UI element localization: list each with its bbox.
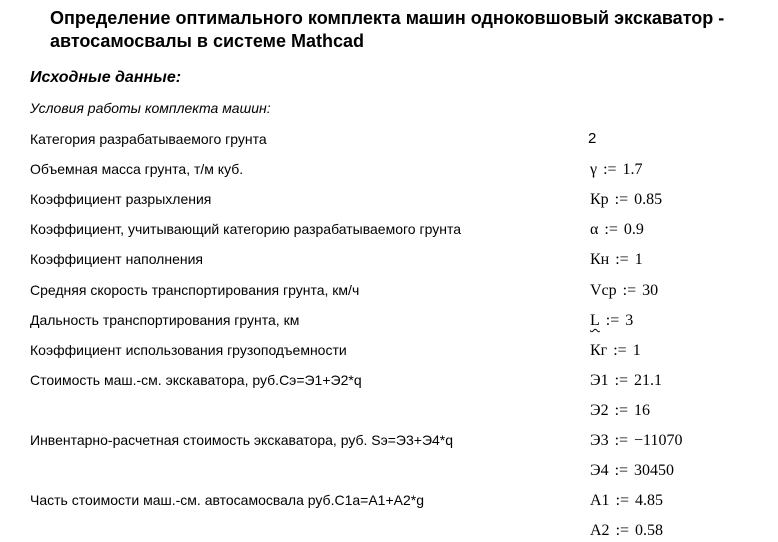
var-a2: А2 bbox=[590, 522, 610, 539]
value-e3: −11070 bbox=[634, 432, 683, 449]
assign-operator: := bbox=[604, 221, 618, 238]
value-alpha: 0.9 bbox=[623, 221, 644, 238]
expr-e4[interactable] bbox=[590, 461, 674, 481]
label-loosening-coefficient: Коэффициент разрыхления bbox=[30, 191, 212, 207]
var-kn: Кн bbox=[590, 251, 610, 268]
var-e2: Э2 bbox=[590, 402, 609, 419]
label-soil-category: Категория разрабатываемого грунта bbox=[30, 131, 267, 147]
var-e1: Э1 bbox=[590, 372, 609, 389]
value-gamma: 1.7 bbox=[622, 161, 643, 178]
value-e4: 30450 bbox=[634, 462, 675, 479]
label-transport-speed: Средняя скорость транспортирования грунта, км/ч bbox=[30, 282, 360, 298]
var-gamma: γ bbox=[590, 161, 598, 178]
page-title: Определение оптимального комплекта машин одноковшовый экскаватор - автосамосвалы в системе Mathcad bbox=[50, 8, 725, 51]
expr-soil-density[interactable] bbox=[590, 160, 643, 180]
var-kg: Кг bbox=[590, 342, 608, 359]
value-kg: 1 bbox=[632, 342, 641, 359]
assign-operator: := bbox=[622, 282, 637, 299]
expr-e1[interactable] bbox=[590, 371, 662, 391]
value-kr: 0.85 bbox=[634, 191, 663, 208]
value-e1: 21.1 bbox=[634, 372, 663, 389]
expr-a1[interactable] bbox=[590, 491, 663, 511]
var-a1: А1 bbox=[590, 492, 610, 509]
label-fill-coefficient: Коэффициент наполнения bbox=[30, 251, 203, 267]
expr-loosening-coefficient[interactable] bbox=[590, 190, 662, 210]
assign-operator: := bbox=[614, 432, 629, 449]
var-vcp: Vср bbox=[590, 282, 617, 299]
expr-e3[interactable] bbox=[590, 431, 682, 451]
value-a2: 0.58 bbox=[635, 522, 664, 539]
expr-category-coefficient[interactable] bbox=[590, 220, 644, 240]
section-subheading: Условия работы комплекта машин: bbox=[30, 100, 271, 116]
value-l: 3 bbox=[625, 312, 634, 329]
expr-a2[interactable] bbox=[590, 521, 663, 541]
expr-capacity-coefficient[interactable] bbox=[590, 341, 641, 361]
expr-fill-coefficient[interactable] bbox=[590, 250, 643, 270]
label-transport-distance: Дальность транспортирования грунта, км bbox=[30, 312, 300, 328]
var-e3: Э3 bbox=[590, 432, 609, 449]
section-heading: Исходные данные: bbox=[30, 69, 182, 86]
label-excavator-shift-cost: Стоимость маш.-см. экскаватора, руб.Сэ=Э1+Э2*q bbox=[30, 372, 362, 388]
assign-operator: := bbox=[614, 372, 629, 389]
expr-transport-distance[interactable] bbox=[590, 311, 633, 331]
value-vcp: 30 bbox=[642, 282, 659, 299]
assign-operator: := bbox=[615, 522, 630, 539]
label-excavator-inventory-cost: Инвентарно-расчетная стоимость экскаватора, руб. Sэ=Э3+Э4*q bbox=[30, 432, 454, 448]
assign-operator: := bbox=[614, 402, 629, 419]
assign-operator: := bbox=[613, 342, 627, 359]
assign-operator: := bbox=[615, 251, 629, 268]
expr-transport-speed[interactable] bbox=[590, 281, 658, 301]
var-e4: Э4 bbox=[590, 462, 609, 479]
var-alpha: α bbox=[590, 221, 599, 238]
assign-operator: := bbox=[614, 462, 629, 479]
value-a1: 4.85 bbox=[635, 492, 664, 509]
assign-operator: := bbox=[605, 312, 620, 329]
assign-operator: := bbox=[603, 161, 617, 178]
var-kr: Кр bbox=[590, 191, 609, 208]
label-category-coefficient: Коэффициент, учитывающий категорию разрабатываемого грунта bbox=[30, 221, 461, 237]
value-kn: 1 bbox=[634, 251, 643, 268]
label-truck-shift-cost: Часть стоимости маш.-см. автосамосвала руб.С1а=А1+А2*g bbox=[30, 492, 424, 508]
value-e2: 16 bbox=[634, 402, 651, 419]
label-soil-density: Объемная масса грунта, т/м куб. bbox=[30, 161, 244, 177]
assign-operator: := bbox=[614, 191, 629, 208]
expr-e2[interactable] bbox=[590, 401, 650, 421]
var-l: L bbox=[590, 312, 600, 329]
value-soil-category[interactable]: 2 bbox=[588, 130, 597, 147]
label-capacity-coefficient: Коэффициент использования грузоподъемности bbox=[30, 342, 347, 358]
assign-operator: := bbox=[615, 492, 630, 509]
